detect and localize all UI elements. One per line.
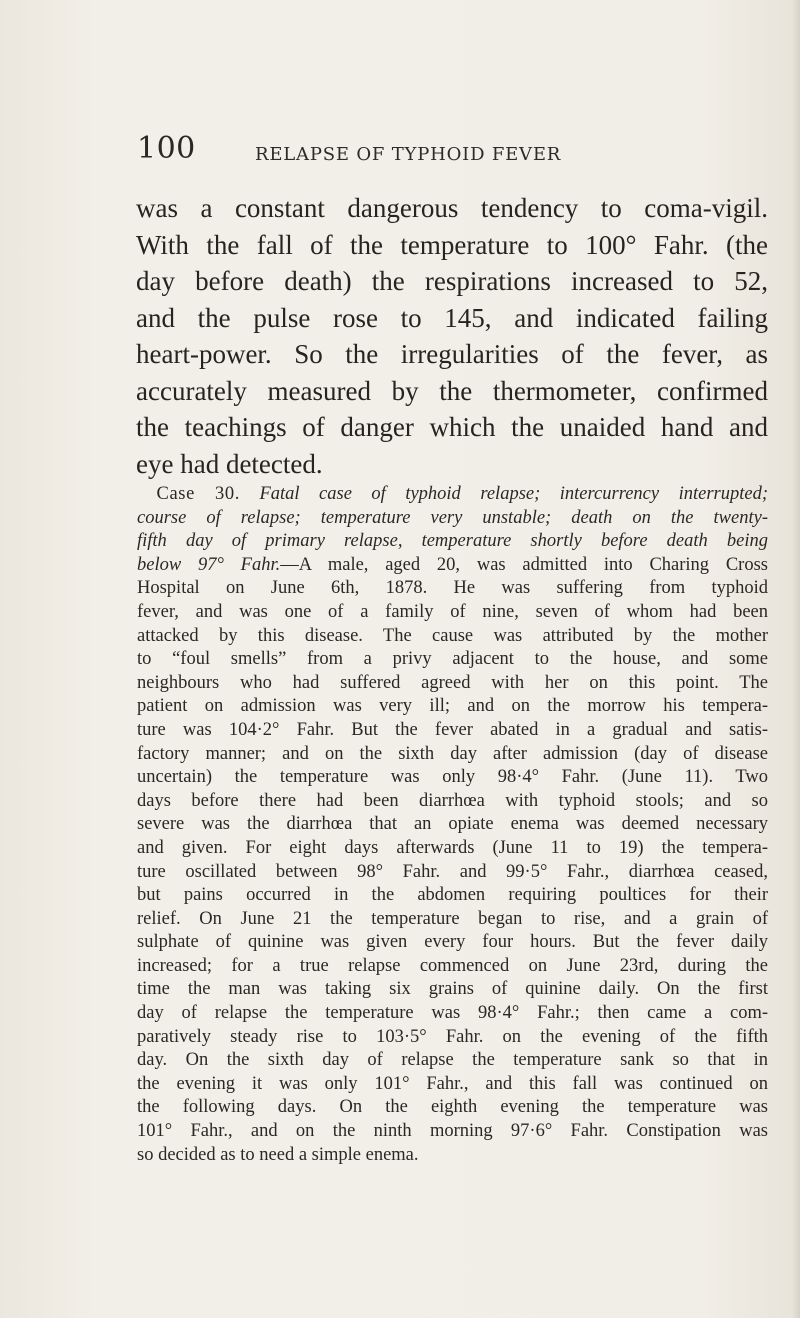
- lead-line: the teachings of danger which the unaided hand and: [136, 412, 768, 442]
- lead-paragraph: [136, 190, 768, 482]
- case-body-line: sulphate of quinine was given every four hours. But the fever daily: [137, 932, 768, 953]
- case-body-start: —A male, aged 20, was admitted into Charing Cross: [280, 554, 768, 575]
- case-body-line: time the man was taking six grains of quinine daily. On the first: [137, 979, 768, 1000]
- lead-line: With the fall of the temperature to 100° Fahr. (the: [136, 229, 768, 260]
- case-title-text: Fatal case of typhoid relapse; intercurrency interrupted;: [259, 484, 769, 504]
- case-body-line: patient on admission was very ill; and on the morrow his tempera-: [137, 696, 768, 717]
- case-body-line: and given. For eight days afterwards (June 11 to 19) the tempera-: [137, 837, 768, 858]
- case-title-line: fifth day of primary relapse, temperature shortly before death being: [137, 531, 768, 552]
- case-paragraph: [137, 483, 768, 1167]
- case-body-line: day. On the sixth day of relapse the temperature sank so that in: [137, 1050, 768, 1071]
- case-body-final-line: so decided as to need a simple enema.: [137, 1144, 419, 1165]
- case-label: Case 30.: [156, 484, 240, 504]
- lead-line: and the pulse rose to 145, and indicated failing: [136, 302, 768, 333]
- case-body-line: uncertain) the temperature was only 98·4° Fahr. (June 11). Two: [137, 767, 768, 788]
- case-body-line: days before there had been diarrhœa with typhoid stools; and so: [137, 790, 768, 811]
- case-body-line: Hospital on June 6th, 1878. He was suffering from typhoid: [137, 578, 768, 599]
- case-body-line: but pains occurred in the abdomen requiring poultices for their: [137, 885, 768, 906]
- case-body-line: ture oscillated between 98° Fahr. and 99·5° Fahr., diarrhœa ceased,: [137, 861, 768, 882]
- case-title-end-line: [137, 554, 768, 578]
- case-body-line: the following days. On the eighth evening the temperature was: [137, 1097, 768, 1118]
- case-body-line: severe was the diarrhœa that an opiate enema was deemed necessary: [137, 814, 768, 835]
- page-number: 100: [137, 131, 196, 166]
- lead-line: heart-power. So the irregularities of the fever, as: [136, 339, 768, 369]
- case-body-line: paratively steady rise to 103·5° Fahr. on the evening of the fifth: [137, 1026, 768, 1047]
- case-body-line: neighbours who had suffered agreed with her on this point. The: [137, 672, 768, 693]
- lead-line: eye had detected.: [136, 448, 323, 479]
- case-body-line: to “foul smells” from a privy adjacent to the house, and some: [137, 649, 768, 670]
- running-head: RELAPSE OF TYPHOID FEVER: [255, 144, 562, 165]
- page-edge-shadow: [792, 0, 800, 1318]
- lead-line: day before death) the respirations increased to 52,: [136, 266, 768, 296]
- case-body-line: fever, and was one of a family of nine, seven of whom had been: [137, 601, 768, 622]
- case-heading-line: [137, 483, 768, 507]
- case-body-line: 101° Fahr., and on the ninth morning 97·6° Fahr. Constipation was: [137, 1121, 768, 1142]
- case-body-line: factory manner; and on the sixth day after admission (day of disease: [137, 743, 768, 764]
- page-header: [137, 131, 757, 178]
- case-body-line: the evening it was only 101° Fahr., and this fall was continued on: [137, 1073, 768, 1094]
- lead-line: was a constant dangerous tendency to coma-vigil.: [136, 193, 768, 223]
- case-body-line: relief. On June 21 the temperature began to rise, and a grain of: [137, 908, 768, 929]
- case-body-line: increased; for a true relapse commenced on June 23rd, during the: [137, 955, 768, 976]
- case-title-end: below 97° Fahr.: [137, 554, 281, 575]
- case-body-line: ture was 104·2° Fahr. But the fever abated in a gradual and satis-: [137, 719, 768, 740]
- lead-line: accurately measured by the thermometer, confirmed: [136, 375, 768, 406]
- case-body-line: day of relapse the temperature was 98·4° Fahr.; then came a com-: [137, 1003, 768, 1024]
- case-title-line: course of relapse; temperature very unstable; death on the twenty-: [137, 507, 768, 528]
- case-body-line: attacked by this disease. The cause was attributed by the mother: [137, 625, 768, 646]
